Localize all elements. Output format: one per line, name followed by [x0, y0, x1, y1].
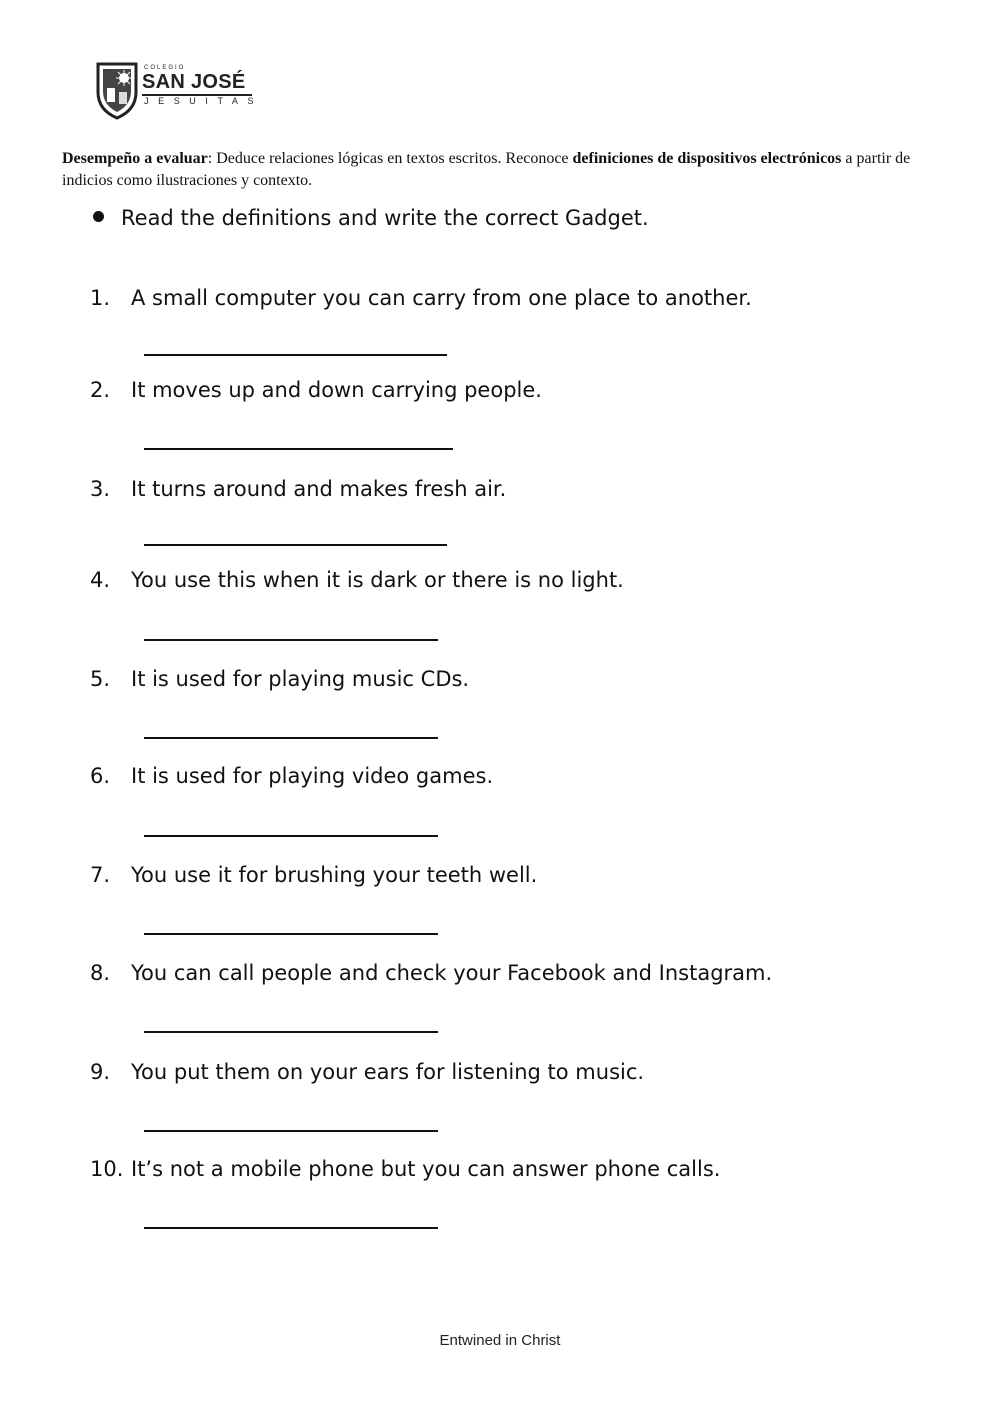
answer-line-9[interactable]: [144, 1130, 438, 1132]
question-text: You can call people and check your Facebook and Instagram.: [131, 961, 773, 985]
answer-line-7[interactable]: [144, 933, 438, 935]
question-text: It turns around and makes fresh air.: [131, 477, 507, 501]
instruction-text: Read the definitions and write the correct Gadget.: [121, 206, 649, 230]
question-text: It is used for playing music CDs.: [131, 667, 470, 691]
question-number: 6.: [90, 764, 111, 788]
question-number: 3.: [90, 477, 111, 501]
question-number: 7.: [90, 863, 111, 887]
performance-bold-text: definiciones de dispositivos electrónicos: [572, 150, 842, 167]
instruction: [90, 203, 649, 233]
question-text: It’s not a mobile phone but you can answer phone calls.: [131, 1157, 721, 1181]
answer-line-1[interactable]: [144, 354, 447, 356]
question-text: It is used for playing video games.: [131, 764, 494, 788]
question-number: 10.: [90, 1157, 124, 1181]
question-number: 5.: [90, 667, 111, 691]
answer-line-10[interactable]: [144, 1227, 438, 1229]
question-text: You use it for brushing your teeth well.: [131, 863, 538, 887]
footer-motto: Entwined in Christ: [439, 1332, 561, 1349]
logo-subtitle: JESUITAS: [144, 96, 264, 106]
question-5: [90, 664, 469, 694]
question-number: 9.: [90, 1060, 111, 1084]
question-number: 2.: [90, 378, 111, 402]
question-text: It moves up and down carrying people.: [131, 378, 542, 402]
performance-text-1: : Deduce relaciones lógicas en textos escritos. Reconoce: [207, 150, 573, 167]
question-10: [90, 1154, 720, 1184]
question-3: [90, 474, 506, 504]
question-2: [90, 375, 542, 405]
performance-label: Desempeño a evaluar: [62, 150, 208, 167]
logo-colegio: COLEGIO: [144, 65, 186, 71]
answer-line-8[interactable]: [144, 1031, 438, 1033]
question-8: [90, 958, 772, 988]
answer-line-3[interactable]: [144, 544, 447, 546]
answer-line-2[interactable]: [144, 448, 453, 450]
answer-line-6[interactable]: [144, 835, 438, 837]
question-text: You put them on your ears for listening to music.: [131, 1060, 645, 1084]
question-text: A small computer you can carry from one place to another.: [131, 286, 752, 310]
question-number: 1.: [90, 286, 111, 310]
logo-school-name: SAN JOSÉ: [142, 71, 246, 93]
answer-line-4[interactable]: [144, 639, 438, 641]
performance-description: [62, 148, 912, 192]
bullet-icon: [93, 211, 104, 222]
question-9: [90, 1057, 644, 1087]
question-text: You use this when it is dark or there is no light.: [131, 568, 624, 592]
school-logo: [94, 58, 264, 120]
question-4: [90, 565, 624, 595]
performance-text-2: a partir de indicios como ilustraciones y contexto.: [62, 150, 911, 189]
crest-icon: [94, 58, 140, 120]
question-1: [90, 283, 752, 313]
question-7: [90, 860, 537, 890]
answer-line-5[interactable]: [144, 737, 438, 739]
question-number: 8.: [90, 961, 111, 985]
question-number: 4.: [90, 568, 111, 592]
question-6: [90, 761, 493, 791]
